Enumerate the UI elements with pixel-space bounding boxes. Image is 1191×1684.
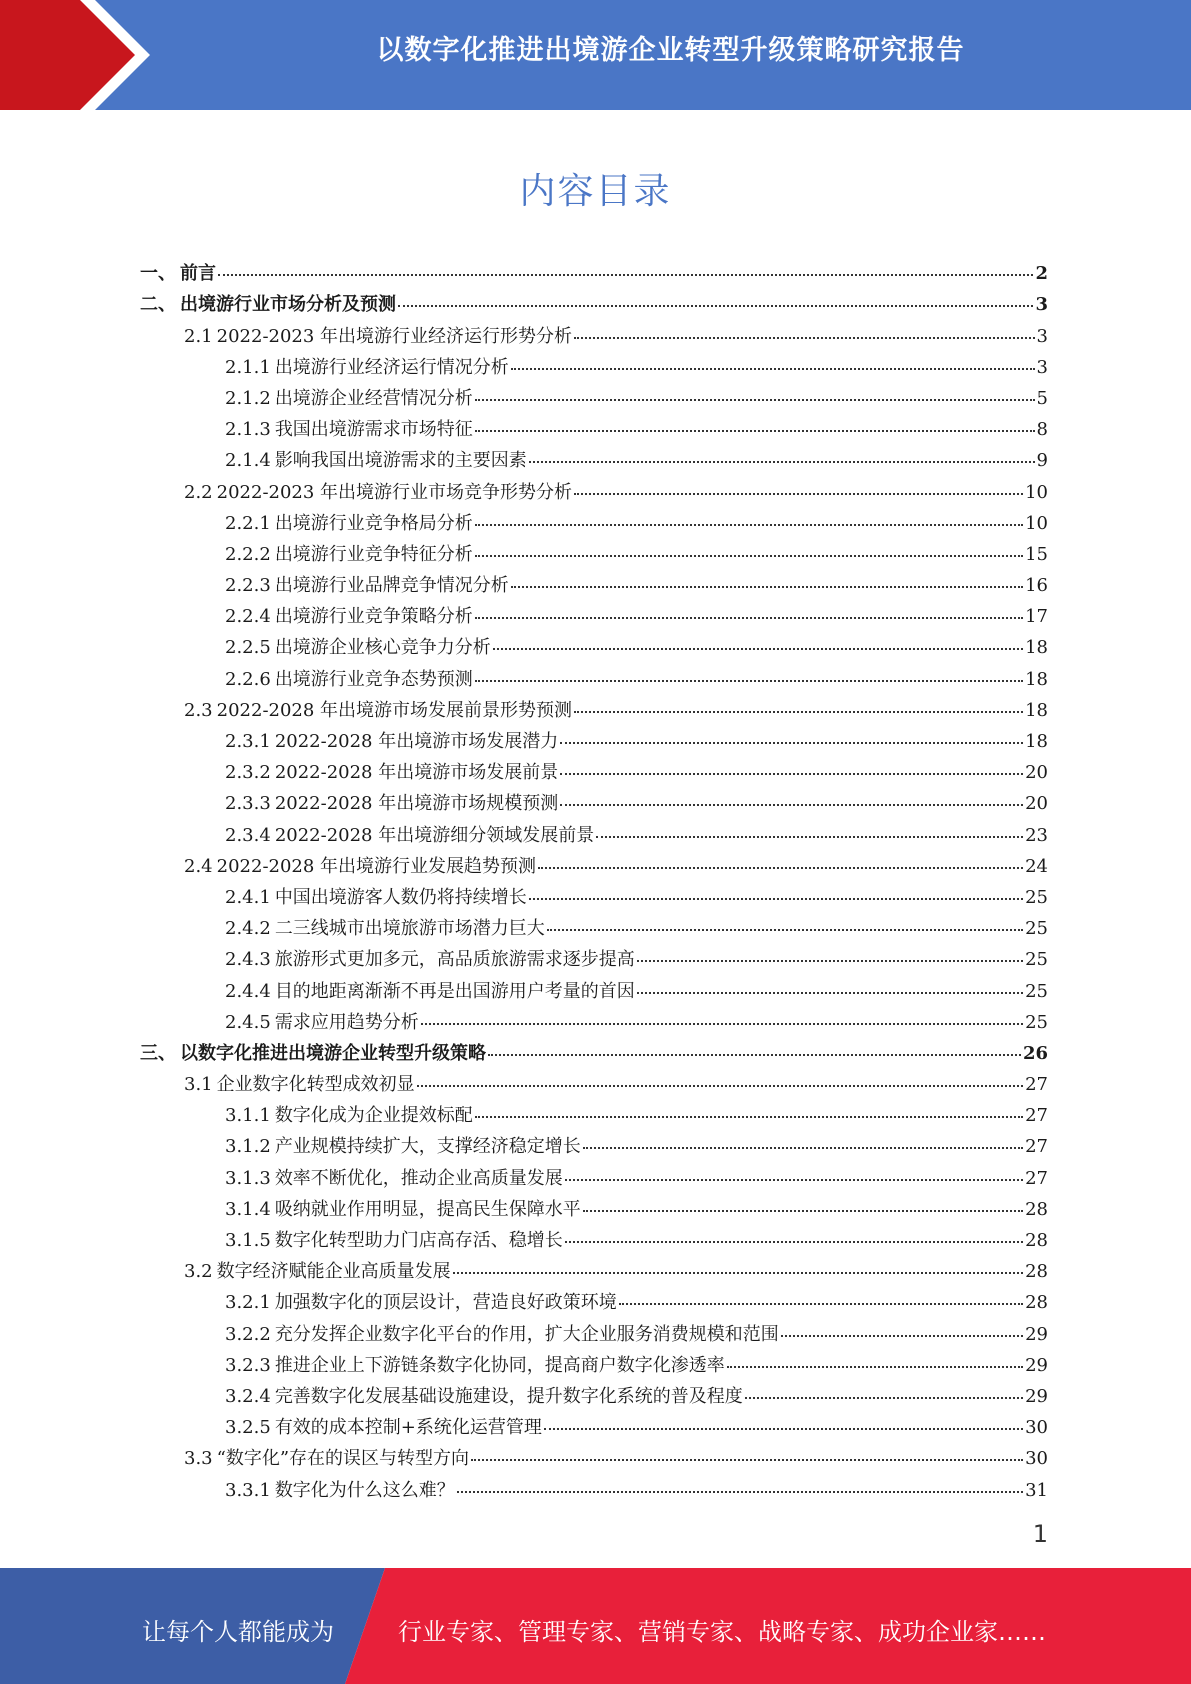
toc-dot-leader <box>475 1115 1023 1118</box>
toc-entry-title: 2022-2028 年出境游市场规模预测 <box>274 793 559 815</box>
toc-dot-leader <box>475 429 1035 432</box>
toc-entry-page: 30 <box>1025 1448 1048 1470</box>
toc-entry[interactable] <box>140 410 1048 441</box>
toc-entry-number: 二、 <box>140 294 176 316</box>
toc-entry[interactable] <box>140 1190 1048 1221</box>
toc-dot-leader <box>511 367 1035 370</box>
toc-entry-number: 3.2.3 <box>225 1354 271 1376</box>
toc-entry[interactable] <box>140 1158 1048 1189</box>
toc-entry[interactable] <box>140 878 1048 909</box>
toc-dot-leader <box>574 492 1023 495</box>
toc-entry-title: 出境游行业经济运行情况分析 <box>274 356 509 378</box>
toc-dot-leader <box>475 554 1023 557</box>
toc-entry-title: 数字化为什么这么难？ <box>274 1479 455 1501</box>
toc-entry-title: 二三线城市出境旅游市场潜力巨大 <box>274 918 545 940</box>
toc-entry-page: 2 <box>1035 263 1048 285</box>
toc-entry-number: 2.4.2 <box>225 918 271 940</box>
toc-dot-leader <box>745 1396 1023 1399</box>
toc-dot-leader <box>574 710 1023 713</box>
toc-entry-title: 2022-2023 年出境游行业经济运行形势分析 <box>216 325 573 347</box>
toc-entry[interactable] <box>140 784 1048 815</box>
toc-entry-page: 27 <box>1025 1105 1048 1127</box>
toc-entry-page: 27 <box>1025 1074 1048 1096</box>
toc-entry-title: 前言 <box>180 263 216 285</box>
toc-entry-number: 2.1.3 <box>225 419 271 441</box>
toc-entry-page: 3 <box>1035 294 1048 316</box>
toc-entry-page: 25 <box>1025 949 1048 971</box>
toc-entry-number: 2.2 <box>184 481 213 503</box>
toc-entry-number: 3.1 <box>184 1074 213 1096</box>
report-title: 以数字化推进出境游企业转型升级策略研究报告 <box>376 35 965 66</box>
toc-entry-page: 20 <box>1025 762 1048 784</box>
toc-entry[interactable] <box>140 815 1048 846</box>
toc-dot-leader <box>596 835 1023 838</box>
toc-dot-leader <box>560 772 1023 775</box>
toc-dot-leader <box>565 1240 1023 1243</box>
toc-entry[interactable] <box>140 441 1048 472</box>
toc-entry-number: 3.3.1 <box>225 1479 271 1501</box>
toc-entry-title: 以数字化推进出境游企业转型升级策略 <box>180 1042 486 1064</box>
toc-entry-number: 3.1.1 <box>225 1105 271 1127</box>
toc-entry-title: 我国出境游需求市场特征 <box>274 419 473 441</box>
toc-entry[interactable] <box>140 472 1048 503</box>
toc-entry-number: 2.2.5 <box>225 637 271 659</box>
toc-dot-leader <box>560 803 1023 806</box>
toc-entry-page: 10 <box>1025 512 1048 534</box>
toc-entry-title: 出境游行业竞争策略分析 <box>274 606 473 628</box>
toc-entry-page: 9 <box>1036 450 1048 472</box>
toc-dot-leader <box>475 398 1035 401</box>
toc-dot-leader <box>560 741 1023 744</box>
toc-entry-title: 加强数字化的顶层设计，营造良好政策环境 <box>274 1292 617 1314</box>
toc-entry[interactable] <box>140 628 1048 659</box>
toc-dot-leader <box>727 1365 1023 1368</box>
toc-entry-page: 27 <box>1025 1167 1048 1189</box>
toc-entry[interactable] <box>140 379 1048 410</box>
toc-entry-title: 2022-2028 年出境游行业发展趋势预测 <box>216 855 537 877</box>
toc-entry[interactable] <box>140 1283 1048 1314</box>
toc-entry-title: 2022-2023 年出境游行业市场竞争形势分析 <box>216 481 573 503</box>
toc-entry-number: 3.1.3 <box>225 1167 271 1189</box>
toc-entry-page: 3 <box>1036 325 1048 347</box>
toc-dot-leader <box>538 866 1023 869</box>
toc-entry[interactable] <box>140 504 1048 535</box>
toc-entry-number: 2.4.1 <box>225 886 271 908</box>
toc-dot-leader <box>547 928 1023 931</box>
toc-entry[interactable] <box>140 1034 1048 1065</box>
toc-entry[interactable] <box>140 1408 1048 1439</box>
toc-entry-title: 产业规模持续扩大，支撑经济稳定增长 <box>274 1136 581 1158</box>
toc-dot-leader <box>453 1271 1023 1274</box>
toc-entry-page: 20 <box>1025 793 1048 815</box>
toc-entry-title: 出境游行业竞争特征分析 <box>274 543 473 565</box>
toc-entry-title: 目的地距离渐渐不再是出国游用户考量的首因 <box>274 980 635 1002</box>
toc-entry-number: 2.2.3 <box>225 575 271 597</box>
footer-slogan-right: 行业专家、管理专家、营销专家、战略专家、成功企业家…… <box>398 1618 1046 1646</box>
toc-entry[interactable] <box>140 1377 1048 1408</box>
toc-entry[interactable] <box>140 1096 1048 1127</box>
toc-entry-number: 一、 <box>140 263 176 285</box>
toc-dot-leader <box>398 304 1033 307</box>
toc-entry-title: 2022-2028 年出境游市场发展前景形势预测 <box>216 699 573 721</box>
page-header <box>0 0 1191 110</box>
toc-entry-title: 出境游行业竞争格局分析 <box>274 512 473 534</box>
toc-dot-leader <box>511 585 1023 588</box>
toc-entry[interactable] <box>140 753 1048 784</box>
page-footer <box>0 1568 1191 1684</box>
toc-dot-leader <box>529 460 1035 463</box>
footer-slogan-left: 让每个人都能成为 <box>142 1618 334 1646</box>
toc-entry-number: 3.2.2 <box>225 1323 271 1345</box>
toc-entry-page: 28 <box>1025 1198 1048 1220</box>
toc-entry-page: 5 <box>1036 387 1048 409</box>
toc-title: 内容目录 <box>519 171 672 212</box>
toc-entry-number: 2.4.5 <box>225 1011 271 1033</box>
toc-entry[interactable] <box>140 1127 1048 1158</box>
toc-dot-leader <box>637 959 1023 962</box>
toc-dot-leader <box>544 1427 1023 1430</box>
toc-entry[interactable] <box>140 659 1048 690</box>
toc-entry-number: 3.2.5 <box>225 1417 271 1439</box>
table-of-contents <box>140 254 1048 1502</box>
toc-entry-title: 出境游企业经营情况分析 <box>274 387 473 409</box>
toc-entry-page: 25 <box>1025 918 1048 940</box>
toc-entry-title: 出境游行业竞争态势预测 <box>274 668 473 690</box>
toc-entry-number: 3.3 <box>184 1448 213 1470</box>
toc-entry-page: 30 <box>1025 1417 1048 1439</box>
toc-dot-leader <box>457 1490 1023 1493</box>
toc-entry-number: 3.1.2 <box>225 1136 271 1158</box>
toc-dot-leader <box>565 1178 1023 1181</box>
toc-dot-leader <box>637 991 1023 994</box>
toc-dot-leader <box>417 1084 1023 1087</box>
toc-entry-title: 2022-2028 年出境游市场发展潜力 <box>274 731 559 752</box>
toc-entry-title: 出境游企业核心竞争力分析 <box>274 637 491 659</box>
toc-dot-leader <box>421 1022 1023 1025</box>
toc-entry[interactable] <box>140 691 1048 722</box>
toc-entry-number: 3.2 <box>184 1261 213 1283</box>
toc-entry-page: 15 <box>1025 543 1048 565</box>
toc-entry-number: 3.1.4 <box>225 1198 271 1220</box>
toc-dot-leader <box>471 1458 1023 1461</box>
page-number: 1 <box>1032 1520 1048 1548</box>
toc-entry-title: 旅游形式更加多元，高品质旅游需求逐步提高 <box>274 949 635 971</box>
toc-entry-title: 出境游行业市场分析及预测 <box>180 294 396 316</box>
toc-entry-title: “数字化”存在的误区与转型方向 <box>216 1448 470 1470</box>
toc-entry-number: 2.4.3 <box>225 949 271 971</box>
toc-entry[interactable] <box>140 722 1048 753</box>
toc-entry[interactable] <box>140 285 1048 316</box>
toc-entry-title: 出境游行业品牌竞争情况分析 <box>274 575 509 597</box>
toc-entry[interactable] <box>140 1346 1048 1377</box>
toc-entry-number: 2.3 <box>184 699 213 721</box>
toc-entry-number: 2.2.6 <box>225 668 271 690</box>
toc-entry-number: 2.3.3 <box>225 793 271 815</box>
toc-entry[interactable] <box>140 847 1048 878</box>
toc-entry[interactable] <box>140 535 1048 566</box>
toc-dot-leader <box>781 1334 1023 1337</box>
toc-entry-title: 2022-2028 年出境游市场发展前景 <box>274 762 559 784</box>
toc-entry-page: 26 <box>1022 1042 1048 1064</box>
toc-entry-title: 数字化成为企业提效标配 <box>274 1105 473 1127</box>
toc-entry-title: 吸纳就业作用明显，提高民生保障水平 <box>274 1198 581 1220</box>
toc-entry-page: 28 <box>1025 1230 1048 1251</box>
toc-entry-number: 2.2.1 <box>225 512 271 534</box>
toc-entry-page: 25 <box>1025 1011 1048 1033</box>
toc-entry-number: 3.2.1 <box>225 1292 271 1314</box>
toc-entry-number: 2.3.1 <box>225 731 271 752</box>
toc-entry-page: 31 <box>1025 1479 1048 1501</box>
toc-dot-leader <box>475 523 1023 526</box>
toc-entry-title: 充分发挥企业数字化平台的作用，扩大企业服务消费规模和范围 <box>274 1323 779 1345</box>
toc-entry[interactable] <box>140 316 1048 347</box>
toc-dot-leader <box>475 616 1023 619</box>
toc-entry[interactable] <box>140 597 1048 628</box>
toc-entry-title: 效率不断优化，推动企业高质量发展 <box>274 1167 563 1189</box>
toc-entry-page: 27 <box>1025 1136 1048 1158</box>
toc-entry-number: 2.3.2 <box>225 762 271 784</box>
toc-entry[interactable] <box>140 254 1048 285</box>
toc-entry-page: 29 <box>1025 1323 1048 1345</box>
toc-dot-leader <box>529 897 1023 900</box>
toc-entry-number: 2.1.1 <box>225 356 271 378</box>
toc-entry-number: 2.1.4 <box>225 450 271 472</box>
toc-entry-number: 2.4 <box>184 855 213 877</box>
toc-entry-number: 2.1 <box>184 325 213 347</box>
toc-entry-page: 16 <box>1025 575 1048 597</box>
toc-entry-page: 10 <box>1025 481 1048 503</box>
toc-entry-number: 2.2.2 <box>225 543 271 565</box>
toc-entry-page: 28 <box>1025 1261 1048 1283</box>
toc-entry-title: 推进企业上下游链条数字化协同，提高商户数字化渗透率 <box>274 1354 725 1376</box>
toc-dot-leader <box>493 647 1023 650</box>
toc-entry-page: 28 <box>1025 1292 1048 1314</box>
toc-entry[interactable] <box>140 1003 1048 1034</box>
toc-entry-number: 三、 <box>140 1042 176 1064</box>
toc-entry[interactable] <box>140 909 1048 940</box>
toc-entry[interactable] <box>140 1252 1048 1283</box>
toc-entry[interactable] <box>140 1314 1048 1345</box>
toc-entry-number: 2.1.2 <box>225 387 271 409</box>
toc-entry-page: 17 <box>1025 606 1048 628</box>
toc-entry[interactable] <box>140 940 1048 971</box>
toc-entry[interactable] <box>140 971 1048 1002</box>
toc-entry-number: 2.4.4 <box>225 980 271 1002</box>
toc-entry-title: 数字化转型助力门店高存活、稳增长 <box>274 1230 563 1251</box>
toc-entry-number: 2.2.4 <box>225 606 271 628</box>
toc-dot-leader <box>583 1146 1023 1149</box>
toc-entry-page: 29 <box>1025 1354 1048 1376</box>
toc-entry-page: 8 <box>1036 419 1048 441</box>
toc-entry[interactable] <box>140 1221 1048 1252</box>
toc-entry-page: 25 <box>1025 980 1048 1002</box>
toc-entry-page: 3 <box>1036 356 1048 378</box>
toc-entry-title: 需求应用趋势分析 <box>274 1011 419 1033</box>
toc-entry-title: 企业数字化转型成效初显 <box>216 1074 415 1096</box>
toc-entry-page: 24 <box>1025 855 1048 877</box>
toc-entry[interactable] <box>140 1439 1048 1470</box>
toc-entry-page: 18 <box>1025 637 1048 659</box>
toc-entry-title: 2022-2028 年出境游细分领域发展前景 <box>274 824 595 846</box>
toc-entry-page: 29 <box>1025 1385 1048 1407</box>
toc-dot-leader <box>475 679 1023 682</box>
toc-entry-title: 完善数字化发展基础设施建设，提升数字化系统的普及程度 <box>274 1385 743 1407</box>
toc-entry-page: 23 <box>1025 824 1048 846</box>
toc-dot-leader <box>583 1209 1023 1212</box>
toc-entry-number: 3.1.5 <box>225 1230 271 1251</box>
toc-entry-page: 18 <box>1025 668 1048 690</box>
toc-entry-number: 3.2.4 <box>225 1385 271 1407</box>
toc-dot-leader <box>488 1053 1021 1056</box>
toc-entry-number: 2.3.4 <box>225 824 271 846</box>
toc-dot-leader <box>619 1302 1023 1305</box>
toc-entry[interactable] <box>140 1470 1048 1501</box>
toc-entry-page: 18 <box>1025 699 1048 721</box>
toc-entry[interactable] <box>140 566 1048 597</box>
toc-entry[interactable] <box>140 348 1048 379</box>
toc-entry-title: 有效的成本控制+系统化运营管理 <box>274 1417 542 1439</box>
toc-dot-leader <box>218 273 1033 276</box>
toc-entry-page: 25 <box>1025 886 1048 908</box>
toc-entry[interactable] <box>140 1065 1048 1096</box>
toc-entry-title: 中国出境游客人数仍将持续增长 <box>274 886 527 908</box>
toc-entry-page: 18 <box>1025 731 1048 752</box>
toc-dot-leader <box>574 336 1034 339</box>
toc-entry-title: 数字经济赋能企业高质量发展 <box>216 1261 451 1283</box>
toc-entry-title: 影响我国出境游需求的主要因素 <box>274 450 527 472</box>
